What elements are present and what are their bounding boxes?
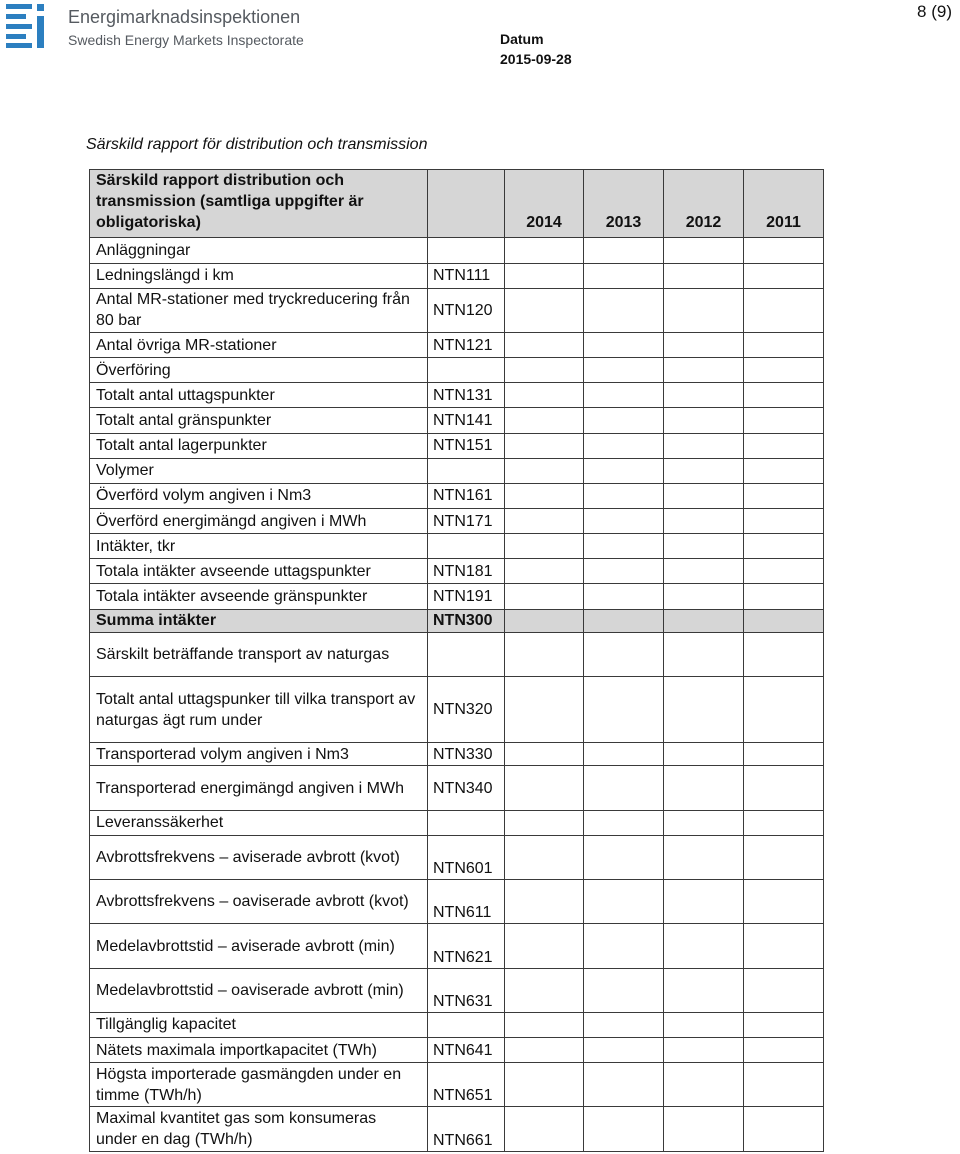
row-code: NTN131	[428, 383, 505, 408]
row-code	[428, 810, 505, 835]
value-cell-2014[interactable]	[505, 408, 584, 433]
section-row	[90, 458, 824, 483]
table-row	[90, 383, 824, 408]
row-code: NTN161	[428, 483, 505, 508]
value-cell-2013[interactable]	[584, 968, 664, 1012]
table-header-code	[428, 170, 505, 238]
table-row	[90, 1107, 824, 1152]
row-code: NTN641	[428, 1038, 505, 1063]
table-row	[90, 835, 824, 879]
year-2013-header: 2013	[584, 170, 664, 238]
value-cell-2014	[505, 1012, 584, 1037]
value-cell-2012[interactable]	[664, 508, 744, 533]
row-label: Medelavbrottstid – aviserade avbrott (min)	[90, 924, 428, 968]
date-label: Datum	[500, 31, 544, 47]
table-row	[90, 332, 824, 357]
value-cell-2014[interactable]	[505, 433, 584, 458]
row-code: NTN141	[428, 408, 505, 433]
value-cell-2011	[744, 358, 824, 383]
row-label: Totala intäkter avseende uttagspunkter	[90, 559, 428, 584]
value-cell-2012	[664, 534, 744, 559]
value-cell-2012[interactable]	[664, 880, 744, 924]
value-cell-2014	[505, 632, 584, 676]
value-cell-2013[interactable]	[584, 1038, 664, 1063]
value-cell-2011[interactable]	[744, 766, 824, 810]
value-cell-2013[interactable]	[584, 408, 664, 433]
table-row	[90, 508, 824, 533]
row-code	[428, 458, 505, 483]
value-cell-2014[interactable]	[505, 1063, 584, 1107]
value-cell-2013[interactable]	[584, 332, 664, 357]
value-cell-2014[interactable]	[505, 383, 584, 408]
value-cell-2013	[584, 458, 664, 483]
value-cell-2013[interactable]	[584, 559, 664, 584]
page-number: 8 (9)	[917, 2, 952, 21]
row-code: NTN651	[428, 1063, 505, 1107]
value-cell-2011[interactable]	[744, 924, 824, 968]
value-cell-2013	[584, 534, 664, 559]
value-cell-2012[interactable]	[664, 383, 744, 408]
value-cell-2012	[664, 458, 744, 483]
value-cell-2014	[505, 458, 584, 483]
section-heading: Intäkter, tkr	[90, 534, 428, 559]
row-code	[428, 238, 505, 263]
value-cell-2011[interactable]	[744, 968, 824, 1012]
row-label: Högsta importerade gasmängden under en timme (TWh/h)	[90, 1063, 428, 1107]
value-cell-2013[interactable]	[584, 508, 664, 533]
value-cell-2014[interactable]	[505, 584, 584, 609]
value-cell-2013[interactable]	[584, 743, 664, 766]
value-cell-2014[interactable]	[505, 483, 584, 508]
section-row	[90, 358, 824, 383]
row-label: Transporterad energimängd angiven i MWh	[90, 766, 428, 810]
value-cell-2014[interactable]	[505, 1107, 584, 1152]
value-cell-2014[interactable]	[505, 835, 584, 879]
value-cell-2014[interactable]	[505, 559, 584, 584]
value-cell-2014[interactable]	[505, 676, 584, 742]
section-heading: Volymer	[90, 458, 428, 483]
value-cell-2012[interactable]	[664, 483, 744, 508]
value-cell-2014[interactable]	[505, 508, 584, 533]
value-cell-2014[interactable]	[505, 263, 584, 288]
value-cell-2013[interactable]	[584, 1107, 664, 1152]
value-cell-2013	[584, 238, 664, 263]
value-cell-2012[interactable]	[664, 924, 744, 968]
value-cell-2014[interactable]	[505, 968, 584, 1012]
org-name: Energimarknadsinspektionen	[68, 7, 301, 27]
value-cell-2014	[505, 810, 584, 835]
row-label: Ledningslängd i km	[90, 263, 428, 288]
row-code	[428, 534, 505, 559]
value-cell-2014[interactable]	[505, 609, 584, 632]
table-row	[90, 766, 824, 810]
value-cell-2012[interactable]	[664, 766, 744, 810]
row-label: Avbrottsfrekvens – oaviserade avbrott (kvot)	[90, 880, 428, 924]
value-cell-2011	[744, 810, 824, 835]
value-cell-2011[interactable]	[744, 332, 824, 357]
row-label: Maximal kvantitet gas som konsumeras under en dag (TWh/h)	[90, 1107, 428, 1152]
year-2011-header: 2011	[744, 170, 824, 238]
value-cell-2011	[744, 458, 824, 483]
row-label: Medelavbrottstid – oaviserade avbrott (min)	[90, 968, 428, 1012]
row-code: NTN661	[428, 1107, 505, 1152]
value-cell-2011[interactable]	[744, 1063, 824, 1107]
row-code: NTN121	[428, 332, 505, 357]
table-row	[90, 968, 824, 1012]
value-cell-2013[interactable]	[584, 263, 664, 288]
row-code: NTN601	[428, 835, 505, 879]
row-label: Antal övriga MR-stationer	[90, 332, 428, 357]
value-cell-2012	[664, 810, 744, 835]
value-cell-2011[interactable]	[744, 1107, 824, 1152]
value-cell-2012[interactable]	[664, 609, 744, 632]
value-cell-2011	[744, 238, 824, 263]
value-cell-2014[interactable]	[505, 924, 584, 968]
report-table	[89, 169, 824, 1152]
value-cell-2012[interactable]	[664, 968, 744, 1012]
value-cell-2014[interactable]	[505, 880, 584, 924]
value-cell-2013[interactable]	[584, 880, 664, 924]
row-label: Totalt antal gränspunkter	[90, 408, 428, 433]
section-title: Särskild rapport för distribution och transmission	[86, 136, 428, 153]
year-2014-header: 2014	[505, 170, 584, 238]
row-code: NTN181	[428, 559, 505, 584]
value-cell-2011[interactable]	[744, 743, 824, 766]
table-row	[90, 924, 824, 968]
table-row	[90, 1038, 824, 1063]
year-2012-header: 2012	[664, 170, 744, 238]
value-cell-2011	[744, 632, 824, 676]
row-code: NTN631	[428, 968, 505, 1012]
value-cell-2011[interactable]	[744, 508, 824, 533]
value-cell-2012[interactable]	[664, 559, 744, 584]
value-cell-2011[interactable]	[744, 584, 824, 609]
value-cell-2011[interactable]	[744, 676, 824, 742]
org-name-en: Swedish Energy Markets Inspectorate	[68, 32, 304, 48]
row-label: Totalt antal uttagspunkter	[90, 383, 428, 408]
section-heading: Tillgänglig kapacitet	[90, 1012, 428, 1037]
section-heading: Överföring	[90, 358, 428, 383]
date-value: 2015-09-28	[500, 51, 572, 67]
row-code: NTN120	[428, 288, 505, 332]
value-cell-2011[interactable]	[744, 433, 824, 458]
table-row	[90, 433, 824, 458]
row-label: Transporterad volym angiven i Nm3	[90, 743, 428, 766]
value-cell-2013[interactable]	[584, 924, 664, 968]
row-label: Överförd energimängd angiven i MWh	[90, 508, 428, 533]
row-code: NTN171	[428, 508, 505, 533]
value-cell-2014	[505, 534, 584, 559]
value-cell-2013[interactable]	[584, 766, 664, 810]
value-cell-2012[interactable]	[664, 433, 744, 458]
value-cell-2012	[664, 238, 744, 263]
row-code: NTN621	[428, 924, 505, 968]
value-cell-2012[interactable]	[664, 835, 744, 879]
value-cell-2013[interactable]	[584, 584, 664, 609]
value-cell-2013	[584, 632, 664, 676]
value-cell-2013[interactable]	[584, 383, 664, 408]
table-row	[90, 263, 824, 288]
value-cell-2012[interactable]	[664, 584, 744, 609]
value-cell-2013[interactable]	[584, 433, 664, 458]
row-label: Totalt antal uttagspunker till vilka transport av naturgas ägt rum under	[90, 676, 428, 742]
row-code: NTN151	[428, 433, 505, 458]
value-cell-2011	[744, 1012, 824, 1037]
value-cell-2013	[584, 358, 664, 383]
row-code: NTN340	[428, 766, 505, 810]
row-code: NTN191	[428, 584, 505, 609]
value-cell-2012[interactable]	[664, 408, 744, 433]
table-row	[90, 676, 824, 742]
row-label: Summa intäkter	[90, 609, 428, 632]
ei-logo-icon	[6, 4, 58, 48]
value-cell-2013	[584, 810, 664, 835]
row-code: NTN300	[428, 609, 505, 632]
value-cell-2011	[744, 534, 824, 559]
value-cell-2012[interactable]	[664, 676, 744, 742]
value-cell-2013[interactable]	[584, 288, 664, 332]
section-row	[90, 534, 824, 559]
value-cell-2014	[505, 238, 584, 263]
value-cell-2012[interactable]	[664, 1063, 744, 1107]
row-label: Överförd volym angiven i Nm3	[90, 483, 428, 508]
value-cell-2013[interactable]	[584, 609, 664, 632]
value-cell-2013[interactable]	[584, 483, 664, 508]
value-cell-2014[interactable]	[505, 743, 584, 766]
value-cell-2011[interactable]	[744, 835, 824, 879]
value-cell-2012[interactable]	[664, 263, 744, 288]
table-row	[90, 559, 824, 584]
value-cell-2012[interactable]	[664, 743, 744, 766]
row-code: NTN611	[428, 880, 505, 924]
value-cell-2012	[664, 632, 744, 676]
row-code: NTN320	[428, 676, 505, 742]
value-cell-2012	[664, 1012, 744, 1037]
section-row	[90, 1012, 824, 1037]
value-cell-2011[interactable]	[744, 383, 824, 408]
value-cell-2011[interactable]	[744, 263, 824, 288]
row-code	[428, 358, 505, 383]
summary-row	[90, 609, 824, 632]
value-cell-2011[interactable]	[744, 609, 824, 632]
value-cell-2012	[664, 358, 744, 383]
section-row	[90, 810, 824, 835]
value-cell-2013[interactable]	[584, 1063, 664, 1107]
table-row	[90, 483, 824, 508]
section-row	[90, 238, 824, 263]
value-cell-2014[interactable]	[505, 288, 584, 332]
section-heading: Leveranssäkerhet	[90, 810, 428, 835]
value-cell-2013[interactable]	[584, 676, 664, 742]
row-code	[428, 632, 505, 676]
value-cell-2014[interactable]	[505, 766, 584, 810]
table-row	[90, 288, 824, 332]
value-cell-2011[interactable]	[744, 1038, 824, 1063]
section-heading: Särskilt beträffande transport av naturgas	[90, 632, 428, 676]
value-cell-2011[interactable]	[744, 408, 824, 433]
value-cell-2011[interactable]	[744, 483, 824, 508]
row-label: Totalt antal lagerpunkter	[90, 433, 428, 458]
value-cell-2011[interactable]	[744, 288, 824, 332]
table-row	[90, 408, 824, 433]
table-header-row	[90, 170, 824, 238]
section-heading: Anläggningar	[90, 238, 428, 263]
table-row	[90, 743, 824, 766]
table-row	[90, 1063, 824, 1107]
row-code: NTN111	[428, 263, 505, 288]
row-code	[428, 1012, 505, 1037]
value-cell-2012[interactable]	[664, 288, 744, 332]
value-cell-2013[interactable]	[584, 835, 664, 879]
value-cell-2014	[505, 358, 584, 383]
section-row	[90, 632, 824, 676]
row-code: NTN330	[428, 743, 505, 766]
row-label: Nätets maximala importkapacitet (TWh)	[90, 1038, 428, 1063]
value-cell-2012[interactable]	[664, 332, 744, 357]
value-cell-2014[interactable]	[505, 332, 584, 357]
value-cell-2012[interactable]	[664, 1107, 744, 1152]
value-cell-2012[interactable]	[664, 1038, 744, 1063]
row-label: Antal MR-stationer med tryckreducering från 80 bar	[90, 288, 428, 332]
table-row	[90, 584, 824, 609]
value-cell-2013	[584, 1012, 664, 1037]
value-cell-2014[interactable]	[505, 1038, 584, 1063]
row-label: Totala intäkter avseende gränspunkter	[90, 584, 428, 609]
value-cell-2011[interactable]	[744, 559, 824, 584]
table-row	[90, 880, 824, 924]
row-label: Avbrottsfrekvens – aviserade avbrott (kvot)	[90, 835, 428, 879]
table-header-label: Särskild rapport distribution och transmission (samtliga uppgifter är obligatoriska)	[90, 170, 428, 238]
report-table-body	[90, 170, 824, 1152]
value-cell-2011[interactable]	[744, 880, 824, 924]
